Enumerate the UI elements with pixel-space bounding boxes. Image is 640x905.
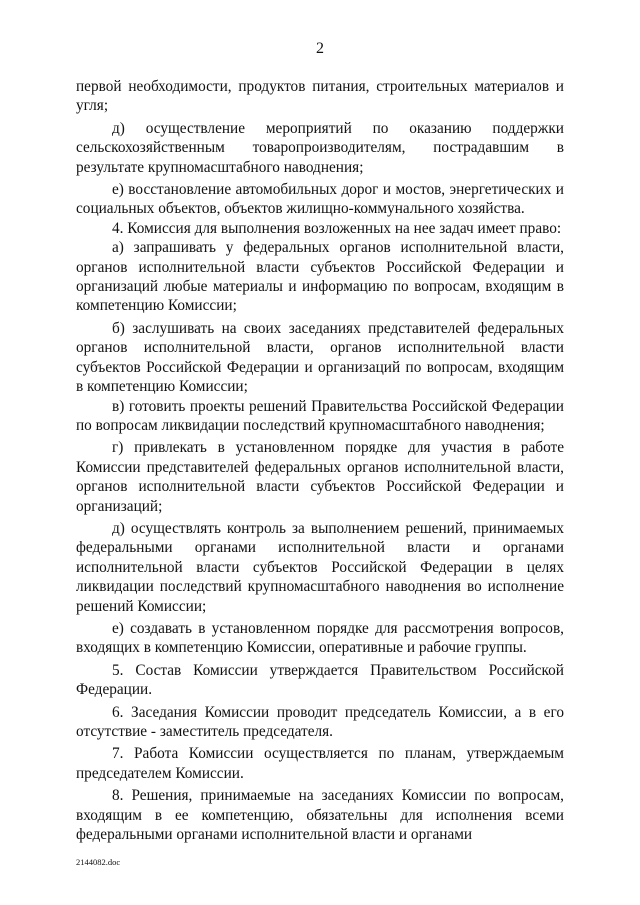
paragraph: г) привлекать в установленном порядке для участия в работе Комиссии представителей федеральных органов исполнительной власти, органов исполнительной власти субъектов Российской Федерации и организаций;: [76, 439, 564, 515]
page-number: 2: [316, 40, 324, 57]
paragraph: первой необходимости, продуктов питания, строительных материалов и угля;: [76, 78, 564, 115]
paragraph: е) восстановление автомобильных дорог и мостов, энергетических и социальных объектов, объектов жилищно-коммунального хозяйства.: [76, 181, 564, 218]
paragraph: д) осуществление мероприятий по оказанию поддержки сельскохозяйственным товаропроизводителям, пострадавшим в результате крупномасштабного наводнения;: [76, 119, 564, 176]
paragraph: б) заслушивать на своих заседаниях представителей федеральных органов исполнительной власти, органов исполнительной власти субъектов Российской Федерации и организаций по вопросам, входящим в компетенцию Комиссии;: [76, 319, 564, 396]
paragraph: а) запрашивать у федеральных органов исполнительной власти, органов исполнительной власти субъектов Российской Федерации и организаций любые материалы и информацию по вопросам, входящим в компетенцию Комиссии;: [76, 239, 564, 315]
paragraph: 6. Заседания Комиссии проводит председатель Комиссии, а в его отсутствие - заместитель председателя.: [76, 703, 564, 740]
paragraph: 4. Комиссия для выполнения возложенных на нее задач имеет право:: [112, 219, 562, 237]
paragraph: 7. Работа Комиссии осуществляется по планам, утверждаемым председателем Комиссии.: [76, 745, 564, 782]
paragraph: 5. Состав Комиссии утверждается Правительством Российской Федерации.: [76, 661, 564, 699]
paragraph: е) создавать в установленном порядке для рассмотрения вопросов, входящих в компетенцию Комиссии, оперативные и рабочие группы.: [76, 619, 564, 657]
document-body: [76, 77, 564, 844]
paragraph: д) осуществлять контроль за выполнением решений, принимаемых федеральными органами исполнительной власти и органами исполнительной власти субъектов Российской Федерации в целях ликвидации последствий крупномасштабного наводнения во исполнение решений Комиссии;: [76, 519, 564, 615]
paragraph: 8. Решения, принимаемые на заседаниях Комиссии по вопросам, входящим в ее компетенцию, обязательны для исполнения всеми федеральными органами исполнительной власти и органами: [76, 787, 564, 844]
file-name-footer: 2144082.doc: [76, 857, 121, 867]
paragraph: в) готовить проекты решений Правительства Российской Федерации по вопросам ликвидации последствий крупномасштабного наводнения;: [76, 397, 564, 434]
